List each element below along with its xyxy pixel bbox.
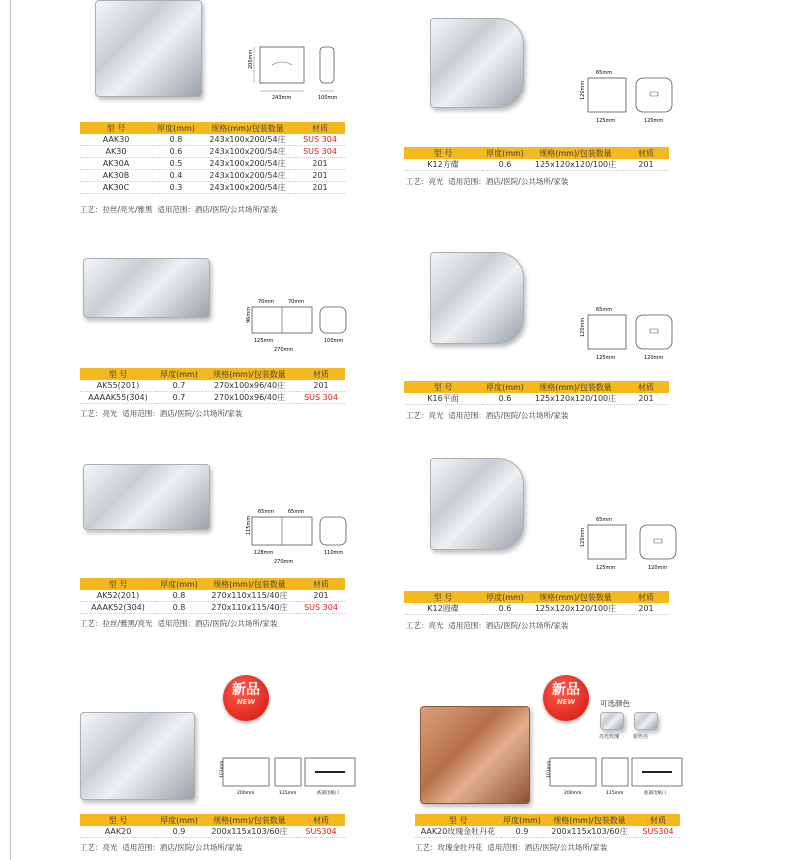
spec-table-k12-square: 型 号 厚度(mm) 规格(mm)/包装数量 材质 K12方碟 0.6 125x120x120/100庄 201 xyxy=(404,147,669,171)
svg-text:96mm: 96mm xyxy=(246,306,252,323)
svg-text:65mm: 65mm xyxy=(596,307,613,313)
svg-text:270mm: 270mm xyxy=(274,559,294,565)
product-image-aak30 xyxy=(95,0,202,97)
svg-text:125mm: 125mm xyxy=(596,355,616,361)
svg-text:120mm: 120mm xyxy=(644,355,664,361)
table-row: AAK20玫瑰金牡丹花 0.9 200x115x103/60庄 SUS304 xyxy=(415,826,680,838)
craft-note-aak20: 工艺：亮光 适用范围：酒店/医院/公共场所/家装 xyxy=(80,843,243,852)
product-image-k12-square xyxy=(430,18,524,108)
table-row: AAAAK55(304) 0.7 270x100x96/40庄 SUS 304 xyxy=(80,392,345,404)
col-size: 规格(mm)/包装数量 xyxy=(200,122,295,134)
svg-text:65mm: 65mm xyxy=(288,509,305,515)
product-image-ak52 xyxy=(83,464,210,530)
svg-text:125mm: 125mm xyxy=(596,118,616,124)
table-row: AAK20 0.9 200x115x103/60庄 SUS304 xyxy=(80,826,345,838)
svg-text:115mm: 115mm xyxy=(606,791,624,796)
table-row: AK52(201) 0.8 270x110x115/40庄 201 xyxy=(80,590,345,602)
color-swatch-bright-rose xyxy=(600,712,624,730)
svg-text:65mm: 65mm xyxy=(258,509,275,515)
svg-text:120mm: 120mm xyxy=(580,80,586,100)
dimension-drawing-aak20 xyxy=(213,752,363,802)
dimension-drawing-k12-square xyxy=(570,68,680,128)
table-row: K12方碟 0.6 125x120x120/100庄 201 xyxy=(404,159,669,171)
dimension-drawing-k16 xyxy=(570,305,680,365)
svg-text:120mm: 120mm xyxy=(648,565,668,571)
craft-note-aak30: 工艺：拉丝/亮光/雅黑 适用范围：酒店/医院/公共场所/家装 xyxy=(80,205,278,214)
spec-table-k12-round: 型 号 厚度(mm) 规格(mm)/包装数量 材质 K12圆碟 0.6 125x120x120/100庄 201 xyxy=(404,591,669,615)
spec-table-ak55: 型 号 厚度(mm) 规格(mm)/包装数量 材质 AK55(201) 0.7 270x100x96/40庄 201 AAAAK55(304) 0.7 270x100x96/40庄 SUS 304 xyxy=(80,368,345,404)
spec-table-aak20-rose: 型 号 厚度(mm) 规格(mm)/包装数量 材质 AAK20玫瑰金牡丹花 0.9 200x115x103/60庄 SUS304 xyxy=(415,814,680,838)
svg-text:120mm: 120mm xyxy=(644,118,664,124)
table-row: AK30 0.6 243x100x200/54庄 SUS 304 xyxy=(80,146,345,158)
svg-text:270mm: 270mm xyxy=(274,347,294,353)
svg-text:65mm: 65mm xyxy=(596,70,613,76)
dimension-drawing-aak20-rose xyxy=(540,752,690,802)
product-image-aak20 xyxy=(80,712,195,800)
col-material: 材质 xyxy=(295,122,345,134)
table-row: AK30A 0.5 243x100x200/54庄 201 xyxy=(80,158,345,170)
table-row: AK30B 0.4 243x100x200/54庄 201 xyxy=(80,170,345,182)
svg-text:70mm: 70mm xyxy=(288,299,305,305)
svg-text:200mm: 200mm xyxy=(237,791,255,796)
product-image-k12-round xyxy=(430,458,524,550)
table-row: AK30C 0.3 243x100x200/54庄 201 xyxy=(80,182,345,194)
svg-text:200mm: 200mm xyxy=(564,791,582,796)
color-option-label: 银色亮 xyxy=(633,734,649,740)
svg-text:115mm: 115mm xyxy=(246,515,252,535)
svg-text:110mm: 110mm xyxy=(324,550,344,556)
page-border xyxy=(10,0,11,860)
color-options-title: 可选颜色 xyxy=(600,699,630,708)
svg-text:115mm: 115mm xyxy=(279,791,297,796)
svg-text:120mm: 120mm xyxy=(580,317,586,337)
spec-table-k16: 型 号 厚度(mm) 规格(mm)/包装数量 材质 K16平面 0.6 125x120x120/100庄 201 xyxy=(404,381,669,405)
craft-note-k12-square: 工艺：亮光 适用范围：酒店/医院/公共场所/家装 xyxy=(406,177,569,186)
col-thickness: 厚度(mm) xyxy=(152,122,200,134)
color-option-label: 亮光玫瑰 xyxy=(599,734,620,740)
svg-text:125mm: 125mm xyxy=(596,565,616,571)
col-model: 型 号 xyxy=(80,122,152,134)
product-image-aak20-rose xyxy=(420,706,530,804)
product-image-ak55 xyxy=(83,258,210,318)
svg-text:120mm: 120mm xyxy=(580,527,586,547)
svg-text:103mm: 103mm xyxy=(547,760,552,778)
dim-label: 200mm xyxy=(248,49,254,69)
svg-text:65mm: 65mm xyxy=(596,517,613,523)
craft-note-k16: 工艺：亮光 适用范围：酒店/医院/公共场所/家装 xyxy=(406,411,569,420)
svg-text:103mm: 103mm xyxy=(220,760,225,778)
dim-label: 100mm xyxy=(318,95,338,101)
table-row: K16平面 0.6 125x120x120/100庄 201 xyxy=(404,393,669,405)
spec-table-ak52: 型 号 厚度(mm) 规格(mm)/包装数量 材质 AK52(201) 0.8 270x110x115/40庄 201 AAAK52(304) 0.8 270x110x115/40庄 SUS 304 xyxy=(80,578,345,614)
svg-text:125mm: 125mm xyxy=(254,338,274,344)
new-badge: 新品 NEW xyxy=(223,675,269,721)
svg-text:底部出纸口: 底部出纸口 xyxy=(644,791,667,796)
table-row: K12圆碟 0.6 125x120x120/100庄 201 xyxy=(404,603,669,615)
product-image-k16 xyxy=(430,252,524,344)
dim-label: 243mm xyxy=(272,95,292,101)
dimension-drawing-ak55 xyxy=(240,295,355,355)
table-row: AK55(201) 0.7 270x100x96/40庄 201 xyxy=(80,380,345,392)
new-badge: 新品 NEW xyxy=(543,675,589,721)
spec-table-aak30 xyxy=(80,122,345,194)
dimension-drawing-aak30 xyxy=(242,45,352,105)
craft-note-ak55: 工艺：亮光 适用范围：酒店/医院/公共场所/家装 xyxy=(80,409,243,418)
color-swatch-silver xyxy=(634,712,658,730)
dimension-drawing-ak52 xyxy=(240,505,355,565)
craft-note-k12-round: 工艺：亮光 适用范围：酒店/医院/公共场所/家装 xyxy=(406,621,569,630)
spec-table-aak20: 型 号 厚度(mm) 规格(mm)/包装数量 材质 AAK20 0.9 200x115x103/60庄 SUS304 xyxy=(80,814,345,838)
dimension-drawing-k12-round xyxy=(570,515,680,575)
svg-text:底部出纸口: 底部出纸口 xyxy=(317,791,340,796)
craft-note-aak20-rose: 工艺：玫瑰金牡丹花 适用范围：酒店/医院/公共场所/家装 xyxy=(415,843,608,852)
svg-text:70mm: 70mm xyxy=(258,299,275,305)
craft-note-ak52: 工艺：拉丝/雅黑/亮光 适用范围：酒店/医院/公共场所/家装 xyxy=(80,619,278,628)
svg-text:128mm: 128mm xyxy=(254,550,274,556)
svg-text:100mm: 100mm xyxy=(324,338,344,344)
table-row: AAAK52(304) 0.8 270x110x115/40庄 SUS 304 xyxy=(80,602,345,614)
table-row: AAK30 0.8 243x100x200/54庄 SUS 304 xyxy=(80,134,345,146)
